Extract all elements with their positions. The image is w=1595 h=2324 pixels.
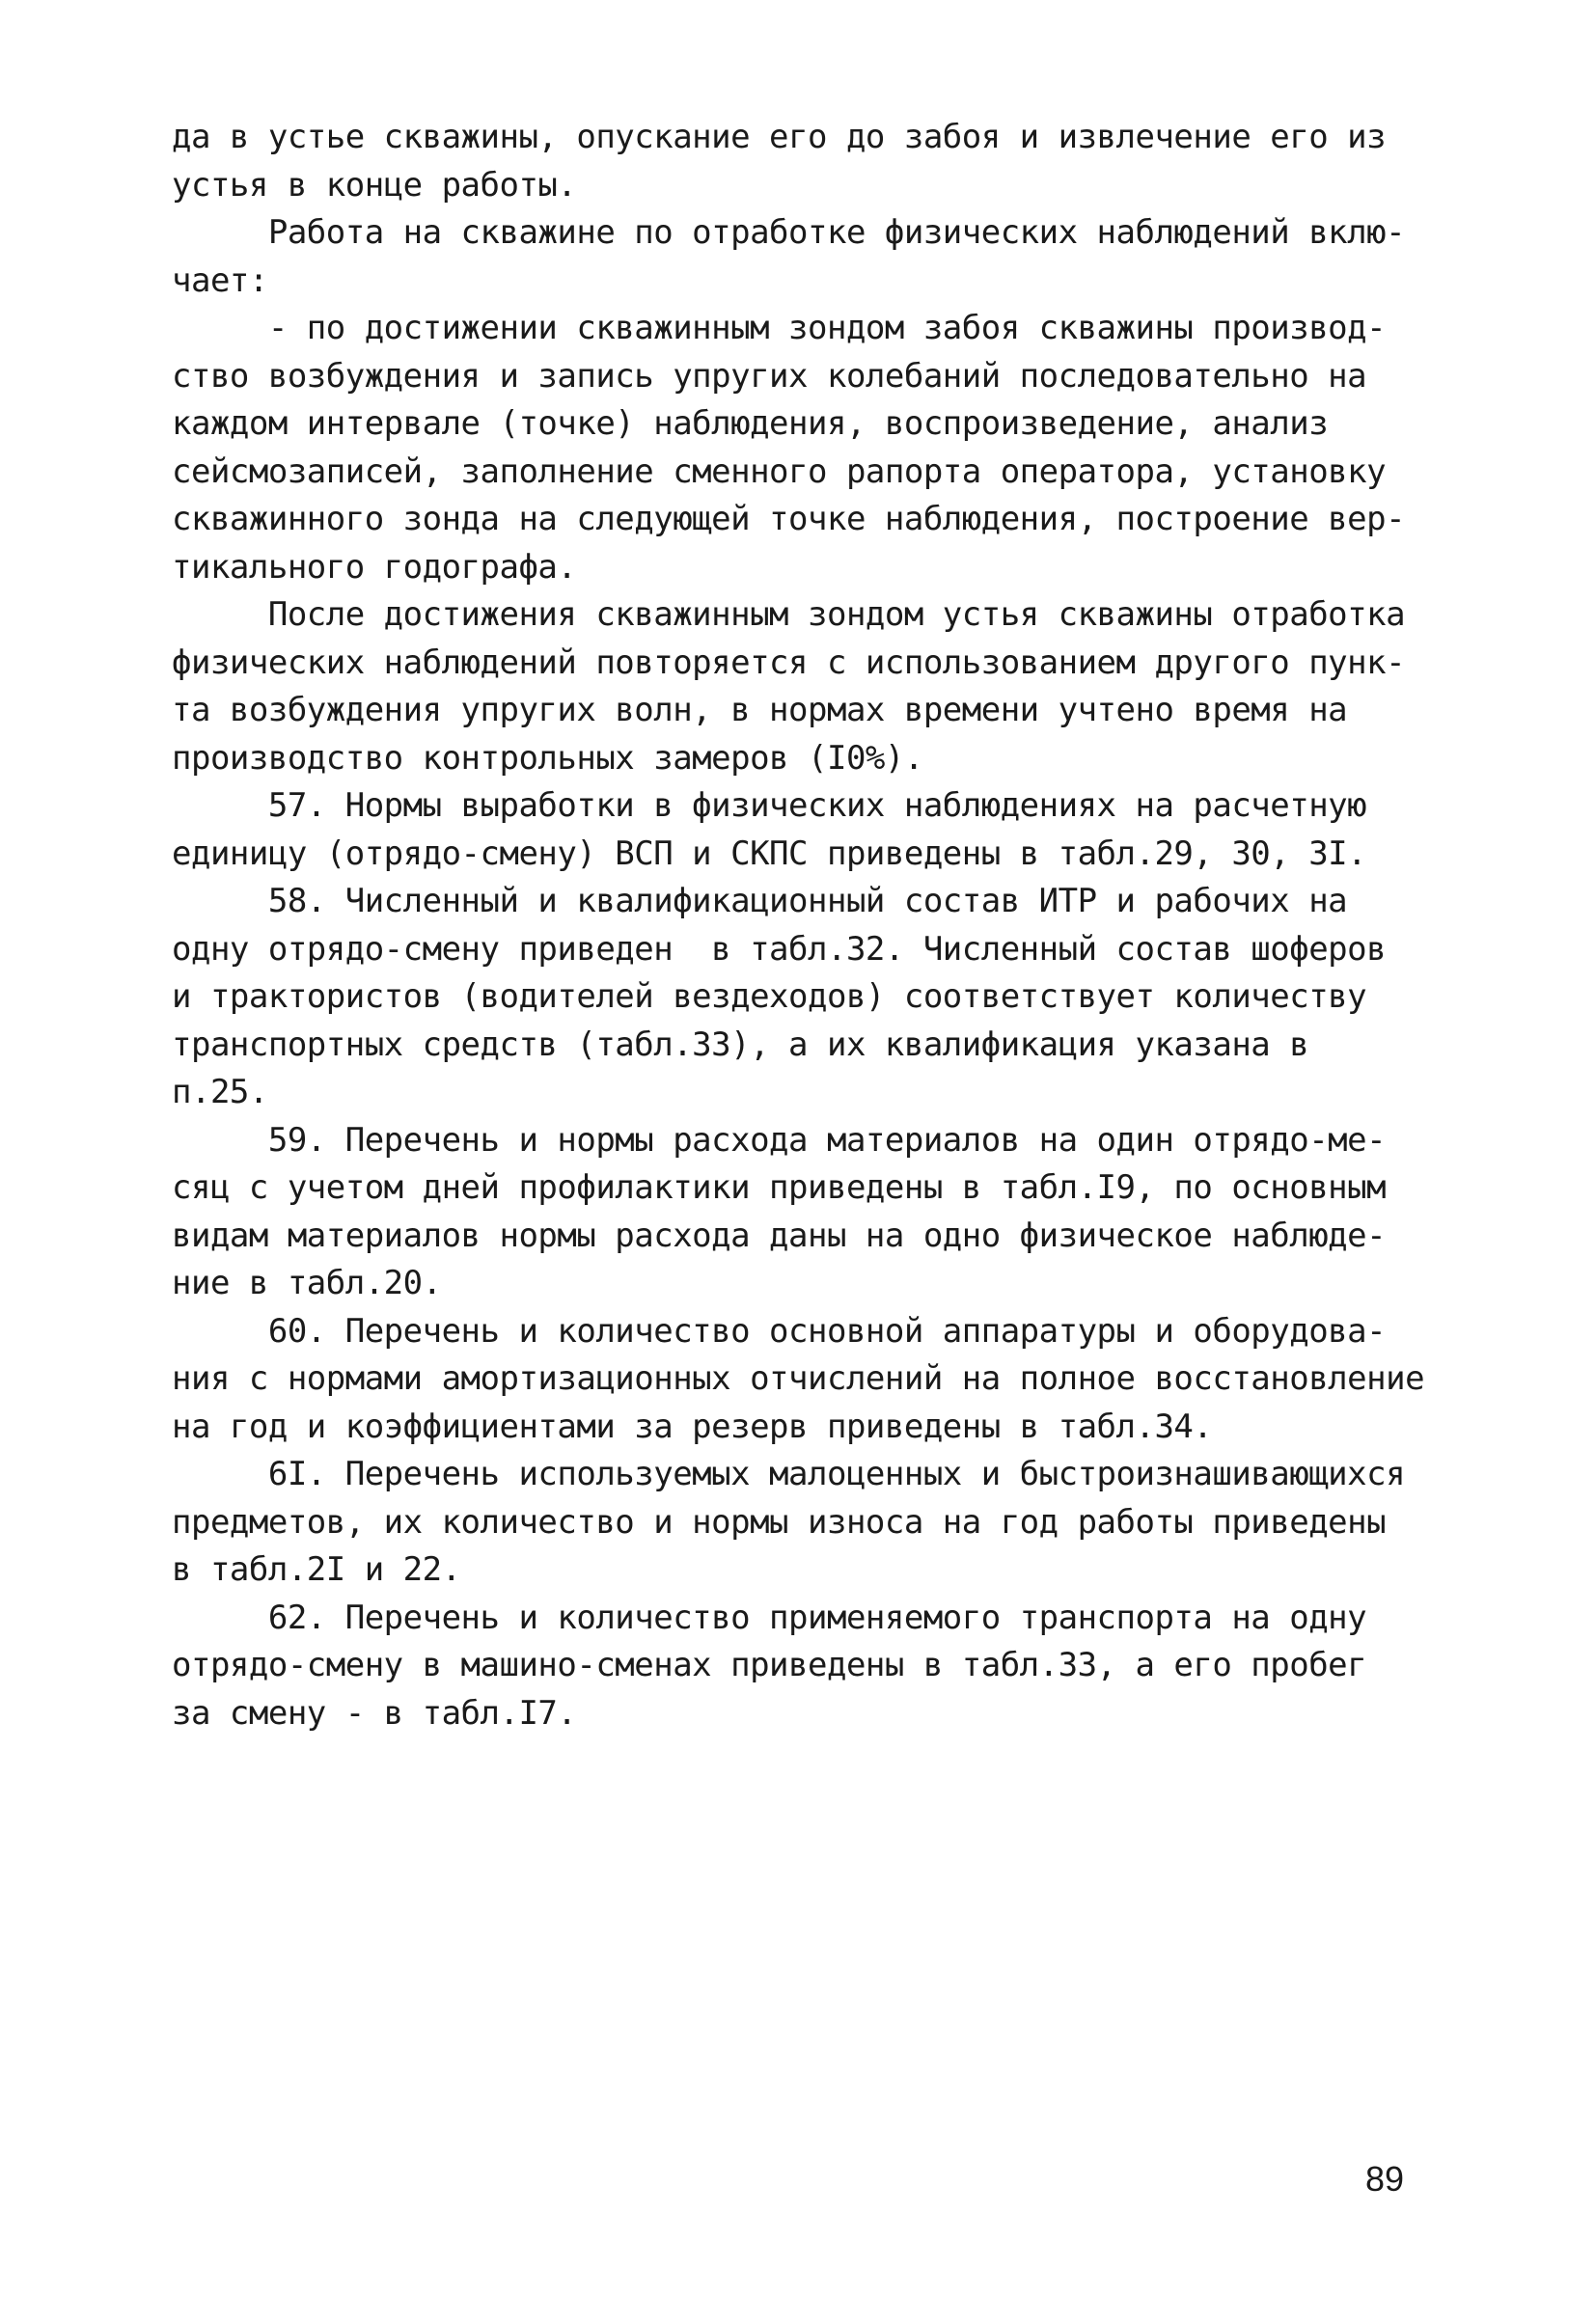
text-line-22: 59. Перечень и нормы расхода материалов на один отрядо-ме- xyxy=(172,1120,1387,1160)
text-line-31: в табл.2I и 22. xyxy=(172,1550,461,1589)
text-line-18: одну отрядо-смену приведен в табл.32. Численный состав шоферов xyxy=(172,929,1387,969)
text-line-29: 6I. Перечень используемых малоценных и быстроизнашивающихся xyxy=(172,1455,1406,1493)
text-line-23: сяц с учетом дней профилактики приведены в табл.I9, по основным xyxy=(172,1168,1387,1207)
text-line-10: тикального годографа. xyxy=(172,547,577,587)
text-line-33: отрядо-смену в машино-сменах приведены в табл.33, а его пробег xyxy=(172,1646,1367,1684)
text-line-3: Работа на скважине по отработке физических наблюдений вклю- xyxy=(172,213,1406,252)
text-line-26: 60. Перечень и количество основной аппаратуры и оборудова- xyxy=(172,1311,1387,1351)
text-line-2: устья в конце работы. xyxy=(172,165,577,205)
text-line-9: скважинного зонда на следующей точке наблюдения, построение вер- xyxy=(172,500,1406,538)
text-line-5: - по достижении скважинным зондом забоя скважины производ- xyxy=(172,309,1387,347)
text-line-20: транспортных средств (табл.33), а их квалификация указана в xyxy=(172,1025,1309,1064)
text-line-4: чает: xyxy=(172,260,268,300)
text-line-14: производство контрольных замеров (I0%). xyxy=(172,738,923,778)
text-line-7: каждом интервале (точке) наблюдения, воспроизведение, анализ xyxy=(172,404,1329,443)
text-line-19: и трактористов (водителей вездеходов) соответствует количеству xyxy=(172,977,1367,1016)
text-line-11: После достижения скважинным зондом устья скважины отработка xyxy=(172,595,1406,634)
text-line-12: физических наблюдений повторяется с использованием другого пунк- xyxy=(172,643,1406,682)
text-line-1: да в устье скважины, опускание его до забоя и извлечение его из xyxy=(172,118,1387,156)
text-line-21: п.25. xyxy=(172,1073,268,1111)
text-line-30: предметов, их количество и нормы износа на год работы приведены xyxy=(172,1502,1387,1542)
text-line-16: единицу (отрядо-смену) ВСП и СКПС приведены в табл.29, 30, 3I. xyxy=(172,834,1367,873)
text-line-27: ния с нормами амортизационных отчислений на полное восстановление xyxy=(172,1359,1425,1398)
text-line-13: та возбуждения упругих волн, в нормах времени учтено время на xyxy=(172,691,1348,729)
text-line-15: 57. Нормы выработки в физических наблюдениях на расчетную xyxy=(172,786,1367,825)
text-line-25: ние в табл.20. xyxy=(172,1264,442,1302)
text-line-8: сейсмозаписей, заполнение сменного рапорта оператора, установку xyxy=(172,451,1387,491)
document-body xyxy=(172,114,1465,1737)
text-line-28: на год и коэффициентами за резерв приведены в табл.34. xyxy=(172,1407,1213,1446)
text-line-17: 58. Численный и квалификационный состав ИТР и рабочих на xyxy=(172,882,1348,920)
text-line-32: 62. Перечень и количество применяемого транспорта на одну xyxy=(172,1598,1367,1637)
text-line-34: за смену - в табл.I7. xyxy=(172,1693,577,1733)
text-line-24: видам материалов нормы расхода даны на одно физическое наблюде- xyxy=(172,1216,1387,1255)
page-number: 89 xyxy=(1365,2159,1405,2199)
text-line-6: ство возбуждения и запись упругих колебаний последовательно на xyxy=(172,356,1367,396)
